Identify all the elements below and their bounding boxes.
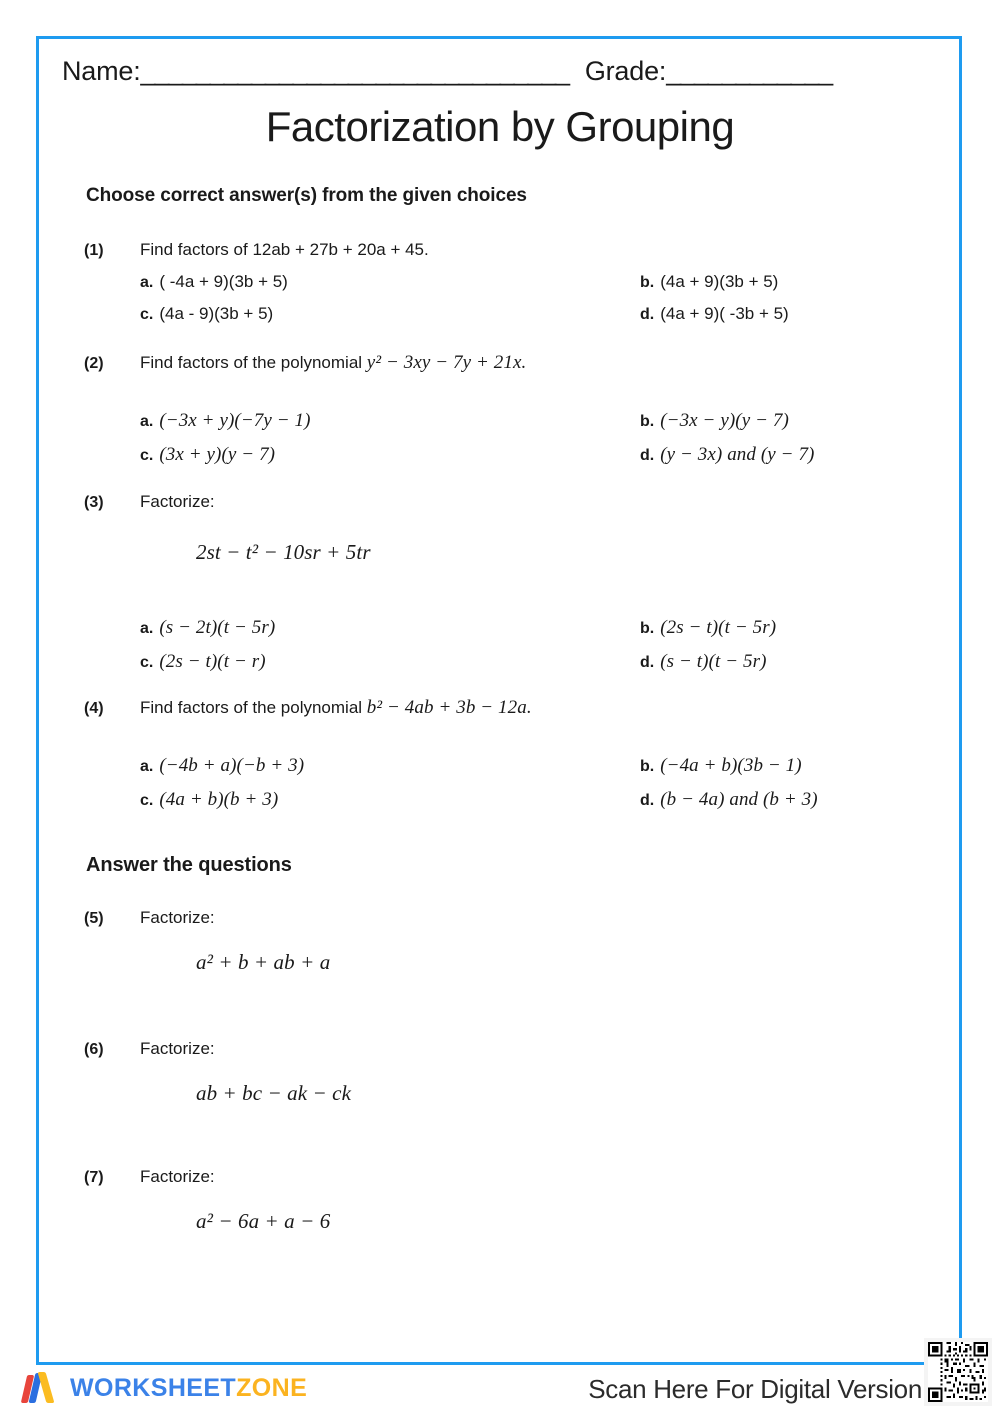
option-3a[interactable] [140,617,640,639]
question-2-expression: y² − 3xy − 7y + 21x. [366,352,527,373]
option-2a[interactable] [140,410,640,432]
question-7 [84,1167,934,1234]
logo-word-worksheet: WORKSHEET [70,1373,237,1402]
option-1a-key: a. [140,274,154,291]
logo-word-zone: ZONE [236,1373,308,1402]
option-2c-value: (3x + y)(y − 7) [159,444,276,465]
question-1-options [140,272,934,324]
option-2c-key: c. [140,447,154,464]
question-3-expression: 2st − t² − 10sr + 5tr [196,540,371,564]
question-3-text: Factorize: [140,492,215,511]
worksheet-zone-logo[interactable] [22,1368,307,1408]
option-1a[interactable] [140,272,640,292]
option-4b-value: (−4a + b)(3b − 1) [660,755,802,776]
question-6-expression-block [196,1081,934,1106]
question-7-text: Factorize: [140,1167,215,1186]
option-4b-key: b. [640,758,655,775]
option-1b-value: (4a + 9)(3b + 5) [660,272,779,291]
question-5-number: (5) [84,910,104,927]
option-4c-value: (4a + b)(b + 3) [159,789,279,810]
option-1c-key: c. [140,306,154,323]
option-3d[interactable] [640,651,934,673]
logo-v-mark-icon [22,1371,62,1405]
question-1-prompt [84,240,934,260]
question-6-expression: ab + bc − ak − ck [196,1081,351,1105]
section-heading-multiple-choice: Choose correct answer(s) from the given choices [86,185,527,206]
option-3c[interactable] [140,651,640,673]
option-3b[interactable] [640,617,934,639]
question-1 [84,240,934,324]
question-6 [84,1039,934,1106]
question-3 [84,492,934,673]
section-heading-free-response: Answer the questions [86,854,292,876]
option-1c-value: (4a - 9)(3b + 5) [159,304,274,323]
option-2b-value: (−3x − y)(y − 7) [660,410,789,431]
grade-label: Grade: [584,56,667,86]
option-3d-key: d. [640,654,655,671]
question-3-prompt [84,492,934,512]
question-5 [84,908,934,975]
option-3c-key: c. [140,654,154,671]
question-7-prompt [84,1167,934,1187]
option-1c[interactable] [140,304,640,324]
option-3a-key: a. [140,620,154,637]
scan-instruction-text: Scan Here For Digital Version [588,1374,922,1404]
option-2b-key: b. [640,413,655,430]
option-1d[interactable] [640,304,934,324]
question-4-options [140,755,934,811]
question-4-text: Find factors of the polynomial b² − 4ab + 3b − 12a. [140,697,532,718]
question-6-text: Factorize: [140,1039,215,1058]
option-3b-value: (2s − t)(t − 5r) [660,617,777,638]
option-4d-value: (b − 4a) and (b + 3) [660,789,818,810]
option-1a-value: ( -4a + 9)(3b + 5) [159,272,288,291]
question-6-number: (6) [84,1041,104,1058]
question-2-number: (2) [84,355,104,372]
question-3-options [140,617,934,673]
option-2b[interactable] [640,410,934,432]
question-5-prompt [84,908,934,928]
question-5-expression-block [196,950,934,975]
option-2d-value: (y − 3x) and (y − 7) [660,444,815,465]
option-4b[interactable] [640,755,934,777]
option-3d-value: (s − t)(t − 5r) [660,651,767,672]
question-2-prompt [84,352,934,374]
option-4a-value: (−4b + a)(−b + 3) [159,755,305,776]
question-6-prompt [84,1039,934,1059]
grade-blank-line[interactable]: ____________ [666,56,832,86]
option-2d[interactable] [640,444,934,466]
option-2c[interactable] [140,444,640,466]
question-3-number: (3) [84,494,104,511]
option-1d-value: (4a + 9)( -3b + 5) [660,304,789,323]
option-1d-key: d. [640,306,655,323]
option-3b-key: b. [640,620,655,637]
logo-wordmark [70,1374,307,1403]
question-3-expression-block [196,540,934,565]
student-info-row [62,56,922,87]
option-4d[interactable] [640,789,934,811]
question-7-expression-block [196,1209,934,1234]
page-title: Factorization by Grouping [265,103,735,150]
option-2d-key: d. [640,447,655,464]
option-2a-value: (−3x + y)(−7y − 1) [159,410,311,431]
question-1-expression: 12ab + 27b + 20a + 45. [252,240,429,259]
question-4 [84,697,934,811]
question-4-expression: b² − 4ab + 3b − 12a. [366,697,532,718]
option-4a-key: a. [140,758,154,775]
question-5-text: Factorize: [140,908,215,927]
option-3c-value: (2s − t)(t − r) [159,651,266,672]
option-2a-key: a. [140,413,154,430]
question-1-text: Find factors of 12ab + 27b + 20a + 45. [140,240,429,259]
question-4-prompt [84,697,934,719]
option-4c-key: c. [140,792,154,809]
name-label: Name: [62,56,141,86]
option-1b[interactable] [640,272,934,292]
question-5-expression: a² + b + ab + a [196,950,331,974]
question-2-text: Find factors of the polynomial y² − 3xy − 7y + 21x. [140,352,527,373]
question-1-number: (1) [84,242,104,259]
option-4a[interactable] [140,755,640,777]
option-4d-key: d. [640,792,655,809]
question-2 [84,352,934,466]
option-4c[interactable] [140,789,640,811]
name-blank-line[interactable]: _______________________________ [140,56,569,86]
option-3a-value: (s − 2t)(t − 5r) [159,617,276,638]
qr-code[interactable] [924,1338,992,1406]
question-7-number: (7) [84,1169,104,1186]
question-4-number: (4) [84,700,104,717]
question-2-options [140,410,934,466]
question-7-expression: a² − 6a + a − 6 [196,1209,331,1233]
option-1b-key: b. [640,274,655,291]
